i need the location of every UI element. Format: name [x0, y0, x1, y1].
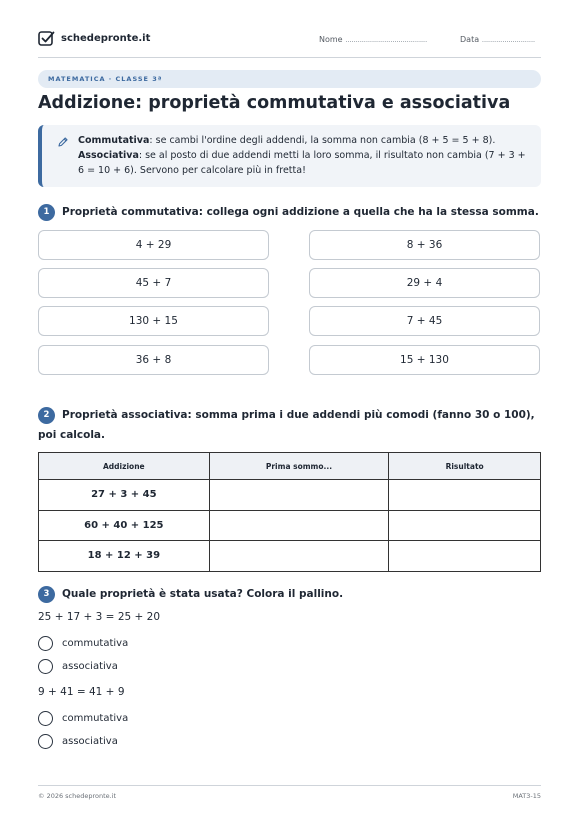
column-header-first-sum: Prima sommo...	[209, 453, 389, 480]
radio-circle-icon[interactable]	[38, 711, 53, 726]
option-label: associativa	[62, 736, 118, 747]
question-2-number: 2	[38, 407, 55, 424]
radio-circle-icon[interactable]	[38, 659, 53, 674]
question-1-title	[38, 202, 541, 222]
column-header-result: Risultato	[389, 453, 541, 480]
left-addition-1[interactable]: 4 + 29	[38, 230, 269, 260]
option-associative-2[interactable]	[38, 734, 118, 749]
addition-cell: 18 + 12 + 39	[39, 541, 210, 572]
pencil-icon	[57, 136, 69, 148]
option-label: commutativa	[62, 713, 129, 724]
brand	[38, 30, 150, 47]
radio-circle-icon[interactable]	[38, 636, 53, 651]
result-answer-cell[interactable]	[389, 480, 541, 511]
radio-circle-icon[interactable]	[38, 734, 53, 749]
page-title: Addizione: proprietà commutativa e associativa	[38, 93, 511, 113]
question-3-title	[38, 584, 541, 604]
rule-note	[38, 125, 541, 187]
note-associative	[78, 148, 531, 178]
checkbox-logo-icon	[38, 30, 55, 47]
result-answer-cell[interactable]	[389, 541, 541, 572]
table-row	[39, 510, 541, 541]
option-label: associativa	[62, 661, 118, 672]
first-sum-answer-cell[interactable]	[209, 510, 389, 541]
left-addition-4[interactable]: 36 + 8	[38, 345, 269, 375]
table-row	[39, 480, 541, 511]
addition-cell: 60 + 40 + 125	[39, 510, 210, 541]
question-1-number: 1	[38, 204, 55, 221]
first-sum-answer-cell[interactable]	[209, 480, 389, 511]
addition-cell: 27 + 3 + 45	[39, 480, 210, 511]
note-text-associative: : se al posto di due addendi metti la loro somma, il risultato non cambia (7 + 3 + 6 = 10 + 6). Servono per calcolare più in fretta!	[78, 150, 526, 176]
question-3-number: 3	[38, 586, 55, 603]
brand-name: schedepronte.it	[61, 33, 151, 44]
option-commutative-1[interactable]	[38, 636, 128, 651]
name-field[interactable]	[319, 35, 427, 44]
note-term-associative: Associativa	[78, 150, 139, 161]
question-3-text: Quale proprietà è stata usata? Colora il pallino.	[62, 588, 344, 600]
right-addition-2[interactable]: 29 + 4	[309, 268, 540, 298]
date-line: ..........................	[481, 35, 535, 44]
question-2-text: Proprietà associativa: somma prima i due addendi più comodi (fanno 30 o 100), poi calcola.	[38, 409, 535, 441]
result-answer-cell[interactable]	[389, 510, 541, 541]
table-row	[39, 541, 541, 572]
first-sum-answer-cell[interactable]	[209, 541, 389, 572]
column-header-addition: Addizione	[39, 453, 210, 480]
name-line: ........................................	[345, 35, 427, 44]
equation-2: 9 + 41 = 41 + 9	[38, 686, 125, 698]
date-label: Data	[460, 35, 480, 44]
left-addition-2[interactable]: 45 + 7	[38, 268, 269, 298]
associative-table	[38, 452, 541, 572]
note-commutative	[78, 133, 531, 148]
option-label: commutativa	[62, 638, 129, 649]
note-term-commutative: Commutativa	[78, 135, 150, 146]
equation-1: 25 + 17 + 3 = 25 + 20	[38, 611, 161, 623]
subject-bar: MATEMATICA · CLASSE 3ª	[38, 70, 541, 88]
date-field[interactable]	[460, 35, 535, 44]
worksheet-code: MAT3-15	[512, 792, 541, 800]
question-2-title	[38, 405, 541, 445]
copyright: © 2026 schedepronte.it	[38, 792, 117, 800]
option-commutative-2[interactable]	[38, 711, 128, 726]
page-footer	[38, 785, 541, 800]
left-addition-3[interactable]: 130 + 15	[38, 306, 269, 336]
option-associative-1[interactable]	[38, 659, 118, 674]
table-header-row	[39, 453, 541, 480]
right-addition-1[interactable]: 8 + 36	[309, 230, 540, 260]
right-addition-3[interactable]: 7 + 45	[309, 306, 540, 336]
page-header	[38, 30, 541, 58]
right-addition-4[interactable]: 15 + 130	[309, 345, 540, 375]
question-1-text: Proprietà commutativa: collega ogni addizione a quella che ha la stessa somma.	[62, 206, 539, 218]
name-label: Nome	[319, 35, 343, 44]
note-text-commutative: : se cambi l'ordine degli addendi, la somma non cambia (8 + 5 = 5 + 8).	[149, 135, 496, 146]
